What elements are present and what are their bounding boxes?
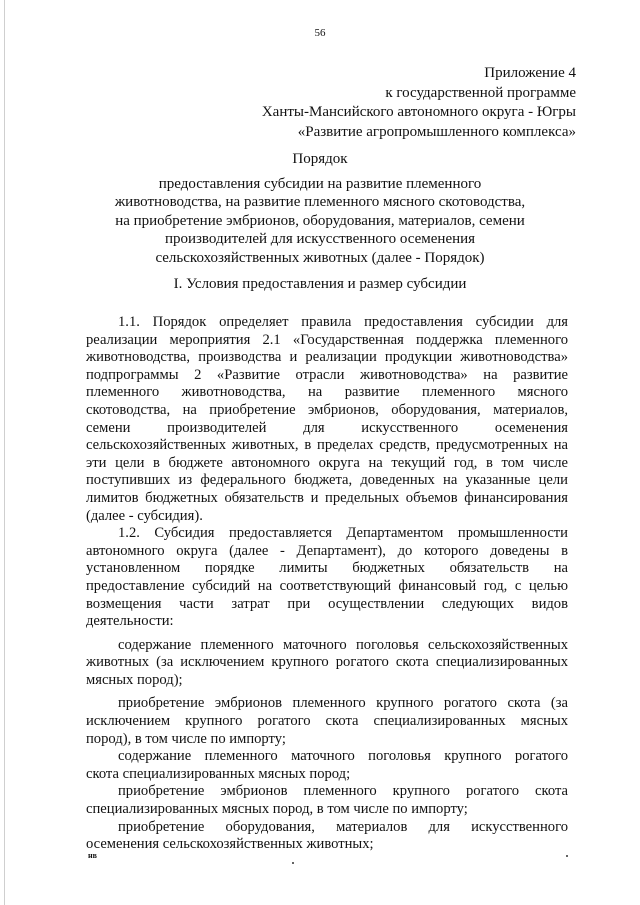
paragraph-line: осеменения сельскохозяйственных животных; xyxy=(86,836,374,853)
appendix-line: Приложение 4 xyxy=(484,65,576,81)
section-heading: I. Условия предоставления и размер субсидии xyxy=(173,276,467,292)
scan-speck xyxy=(292,862,294,864)
paragraph-line: содержание племенного маточного поголовья крупного рогатого xyxy=(118,748,568,765)
paragraph-line: (далее - субсидия). xyxy=(86,507,203,524)
title-line: предоставления субсидии на развитие племенного xyxy=(158,175,482,192)
paragraph-line: возмещения части затрат при осуществлении следующих видов xyxy=(86,595,568,612)
paragraph-line: реализации мероприятия 2.1 «Государственная поддержка племенного xyxy=(86,331,568,348)
paragraph-line: деятельности: xyxy=(86,613,174,630)
paragraph-line: скота специализированных мясных пород; xyxy=(86,765,351,782)
paragraph-line: мясных пород); xyxy=(86,671,183,688)
paragraph-line: исключением крупного рогатого скота специализированных мясных xyxy=(86,713,568,730)
paragraph-line: животноводства, производства и реализации продукции животноводства» xyxy=(86,349,568,366)
paragraph-line: специализированных мясных пород, в том числе по импорту; xyxy=(86,801,468,818)
appendix-line: «Развитие агропромышленного комплекса» xyxy=(297,123,576,140)
body-text xyxy=(86,314,568,854)
paragraph-line: 1.2. Субсидия предоставляется Департаментом промышленности xyxy=(118,525,568,542)
paragraph-line: пород), в том числе по импорту; xyxy=(86,730,286,747)
paragraph-line: подпрограммы 2 «Развитие отрасли животноводства» на развитие xyxy=(86,366,568,383)
title-line: производителей для искусственного осеменения xyxy=(164,231,476,247)
scan-speck xyxy=(566,855,568,857)
title-line: животноводства, на развитие племенного мясного скотоводства, xyxy=(114,194,526,210)
title-heading: Порядок xyxy=(292,151,348,167)
paragraph-line: животных (за исключением крупного рогатого скота специализированных xyxy=(86,654,568,671)
paragraph-line: эти цели в бюджете автономного округа на текущий год, в том числе xyxy=(86,454,568,471)
paragraph-line: содержание племенного маточного поголовья сельскохозяйственных xyxy=(118,636,568,653)
appendix-header xyxy=(262,64,576,142)
paragraph-line: скотоводства, на приобретение эмбрионов, оборудования, материалов, xyxy=(86,401,568,418)
appendix-line: к государственной программе xyxy=(385,84,576,101)
paragraph-line: приобретение оборудования, материалов для искусственного xyxy=(118,818,568,835)
page-number: 56 xyxy=(314,27,326,39)
paragraph-line: поступивших из федерального бюджета, доведенных на указанные цели xyxy=(86,472,568,489)
title-line: на приобретение эмбрионов, оборудования, материалов, семени xyxy=(115,212,525,229)
title-line: сельскохозяйственных животных (далее - Порядок) xyxy=(155,249,485,266)
paragraph-line: приобретение эмбрионов племенного крупного рогатого скота xyxy=(118,783,568,800)
paragraph-line: семени производителей для искусственного осеменения xyxy=(86,419,568,436)
paragraph-line: приобретение эмбрионов племенного крупного рогатого скота (за xyxy=(118,695,568,712)
appendix-line: Ханты-Мансийского автономного округа - Югры xyxy=(261,104,576,120)
scan-edge-line xyxy=(4,0,5,905)
paragraph-line: автономного округа (далее - Департамент), до которого доведены в xyxy=(86,542,568,559)
footer-initials: нв xyxy=(88,851,97,860)
paragraph-line: 1.1. Порядок определяет правила предоставления субсидии для xyxy=(118,314,568,330)
paragraph-line: племенного животноводства, на развитие племенного мясного xyxy=(86,384,568,401)
document-title xyxy=(0,150,640,267)
paragraph-line: лимитов бюджетных обязательств и предельных объемов финансирования xyxy=(86,489,568,506)
paragraph-line: установленном порядке лимиты бюджетных обязательств на xyxy=(86,560,568,577)
paragraph-line: сельскохозяйственных животных, в пределах средств, предусмотренных на xyxy=(86,437,568,454)
paragraph-line: предоставление субсидий на соответствующий финансовый год, с целью xyxy=(86,577,568,594)
